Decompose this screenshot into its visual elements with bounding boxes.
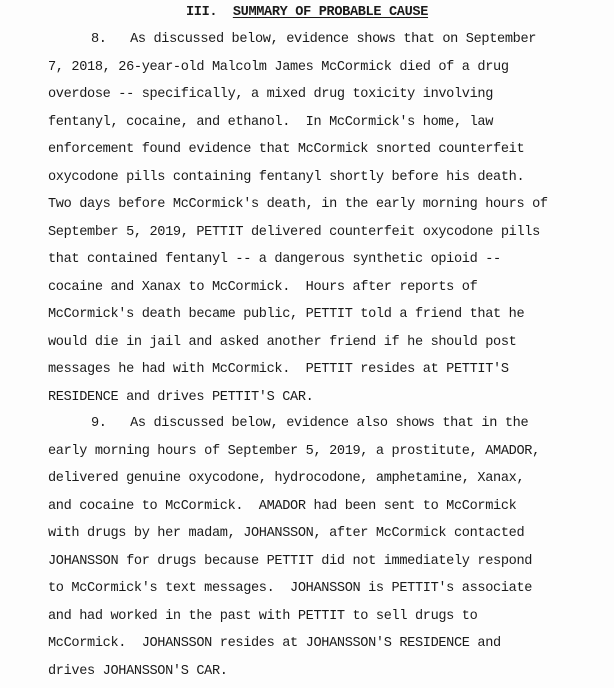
paragraph-line: early morning hours of September 5, 2019, a prostitute, AMADOR, — [48, 443, 540, 459]
paragraph-line: to McCormick's text messages. JOHANSSON is PETTIT's associate — [48, 581, 533, 596]
paragraph-number: 8. — [91, 32, 107, 47]
paragraph-line: 9. As discussed below, evidence also shows that in the — [91, 416, 529, 431]
paragraph-line: delivered genuine oxycodone, hydrocodone, amphetamine, Xanax, — [48, 471, 525, 486]
paragraph-line: overdose -- specifically, a mixed drug toxicity involving — [48, 87, 494, 102]
paragraph-line: enforcement found evidence that McCormick snorted counterfeit — [48, 142, 525, 157]
paragraph-line: and cocaine to McCormick. AMADOR had been sent to McCormick — [48, 498, 517, 514]
paragraph-line: and had worked in the past with PETTIT to sell drugs to — [48, 608, 478, 624]
paragraph-8 — [48, 26, 596, 411]
paragraph-line: McCormick. JOHANSSON resides at JOHANSSON'S RESIDENCE and — [48, 636, 501, 651]
paragraph-line: cocaine and Xanax to McCormick. Hours after reports of — [48, 279, 478, 295]
paragraph-line: that contained fentanyl -- a dangerous synthetic opioid -- — [48, 252, 501, 267]
paragraph-line: drives JOHANSSON'S CAR. — [48, 663, 228, 679]
section-heading — [0, 4, 614, 22]
paragraph-line: messages he had with McCormick. PETTIT resides at PETTIT'S — [48, 362, 509, 377]
paragraph-number: 9. — [91, 416, 107, 431]
paragraph-line: September 5, 2019, PETTIT delivered counterfeit oxycodone pills — [48, 224, 540, 240]
paragraph-line: RESIDENCE and drives PETTIT'S CAR. — [48, 389, 314, 405]
paragraph-line: oxycodone pills containing fentanyl shortly before his death. — [48, 169, 525, 185]
paragraph-line: with drugs by her madam, JOHANSSON, after McCormick contacted — [48, 526, 525, 541]
section-number: III. — [185, 5, 218, 20]
paragraph-line: fentanyl, cocaine, and ethanol. In McCormick's home, law — [48, 114, 494, 130]
section-title: SUMMARY OF PROBABLE CAUSE — [232, 5, 429, 20]
paragraph-9 — [48, 410, 596, 685]
paragraph-line: would die in jail and asked another friend if he should post — [48, 334, 517, 350]
paragraph-line: McCormick's death became public, PETTIT told a friend that he — [48, 307, 525, 322]
paragraph-line: JOHANSSON for drugs because PETTIT did not immediately respond — [48, 553, 533, 569]
paragraph-line: Two days before McCormick's death, in the early morning hours of — [48, 197, 548, 212]
paragraph-line: 8. As discussed below, evidence shows that on September — [91, 32, 537, 47]
paragraph-line: 7, 2018, 26-year-old Malcolm James McCormick died of a drug — [48, 59, 509, 75]
